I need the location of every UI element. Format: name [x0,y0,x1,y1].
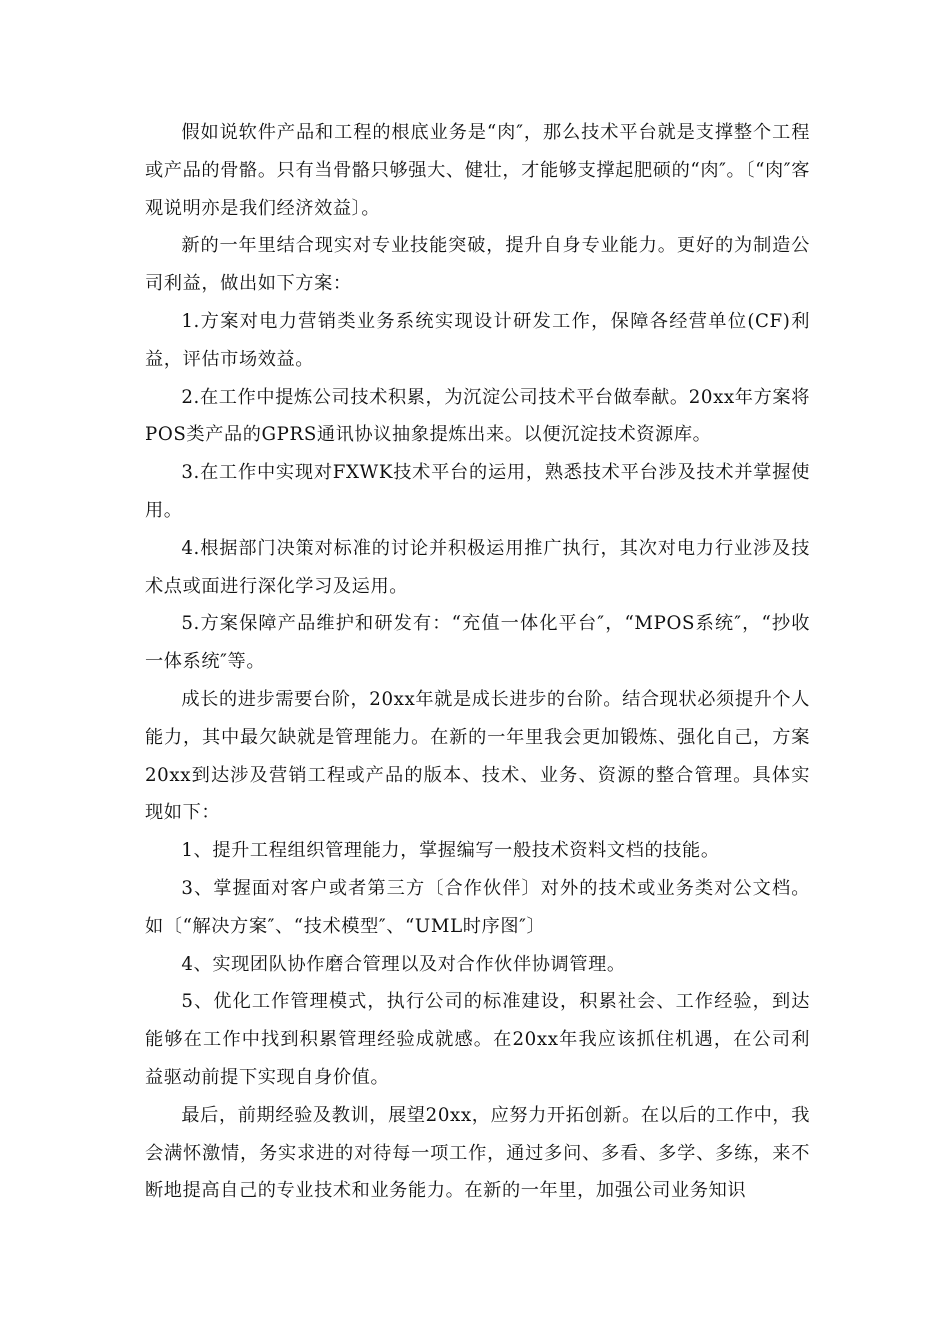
paragraph-plan-item-1: 1.方案对电力营销类业务系统实现设计研发工作，保障各经营单位(CF)利益，评估市场效益。 [145,310,810,370]
paragraph-intro-bone-metaphor: 假如说软件产品和工程的根底业务是“肉″，那么技术平台就是支撑整个工程或产品的骨骼。只有当骨骼只够强大、健壮，才能够支撑起肥硕的“肉″。〔“肉″客观说明亦是我们经济效益〕。 [145,122,810,219]
document-body [145,114,810,1210]
paragraph-plan-item-2: 2.在工作中提炼公司技术积累，为沉淀公司技术平台做奉献。20xx年方案将 POS类产品的GPRS通讯协议抽象提炼出来。以便沉淀技术资源库。 [145,386,810,446]
paragraph-growth-steps: 成长的进步需要台阶，20xx年就是成长进步的台阶。结合现状必须提升个人能力，其中最欠缺就是管理能力。在新的一年里我会更加锻炼、强化自己，方案20xx到达涉及营销工程或产品的版本、技术、业务、资源的整合管理。具体实现如下： [145,688,810,824]
paragraph-conclusion: 最后，前期经验及教训，展望20xx，应努力开拓创新。在以后的工作中，我会满怀激情，务实求进的对待每一项工作，通过多问、多看、多学、多练，来不断地提高自己的专业技术和业务能力。在新的一年里，加强公司业务知识 [145,1104,810,1202]
paragraph-goal-item-3: 3、掌握面对客户或者第三方〔合作伙伴〕对外的技术或业务类对公文档。如〔“解决方案″、“技术模型″、“UML时序图″〕 [145,877,810,937]
paragraph-new-year-plan: 新的一年里结合现实对专业技能突破，提升自身专业能力。更好的为制造公司利益，做出如下方案： [145,235,810,295]
paragraph-plan-item-4: 4.根据部门决策对标准的讨论并积极运用推广执行，其次对电力行业涉及技术点或面进行深化学习及运用。 [145,537,810,597]
paragraph-plan-item-5: 5.方案保障产品维护和研发有：“充值一体化平台″，“MPOS系统″，“抄收一体系统″等。 [145,613,810,673]
paragraph-plan-item-3: 3.在工作中实现对FXWK技术平台的运用，熟悉技术平台涉及技术并掌握使用。 [145,462,810,521]
paragraph-goal-item-4: 4、实现团队协作磨合管理以及对合作伙伴协调管理。 [181,953,626,975]
paragraph-goal-item-5: 5、优化工作管理模式，执行公司的标准建设，积累社会、工作经验，到达能够在工作中找到积累管理经验成就感。在20xx年我应该抓住机遇，在公司利益驱动前提下实现自身价值。 [145,991,810,1088]
paragraph-goal-item-1: 1、提升工程组织管理能力，掌握编写一般技术资料文档的技能。 [181,840,720,862]
